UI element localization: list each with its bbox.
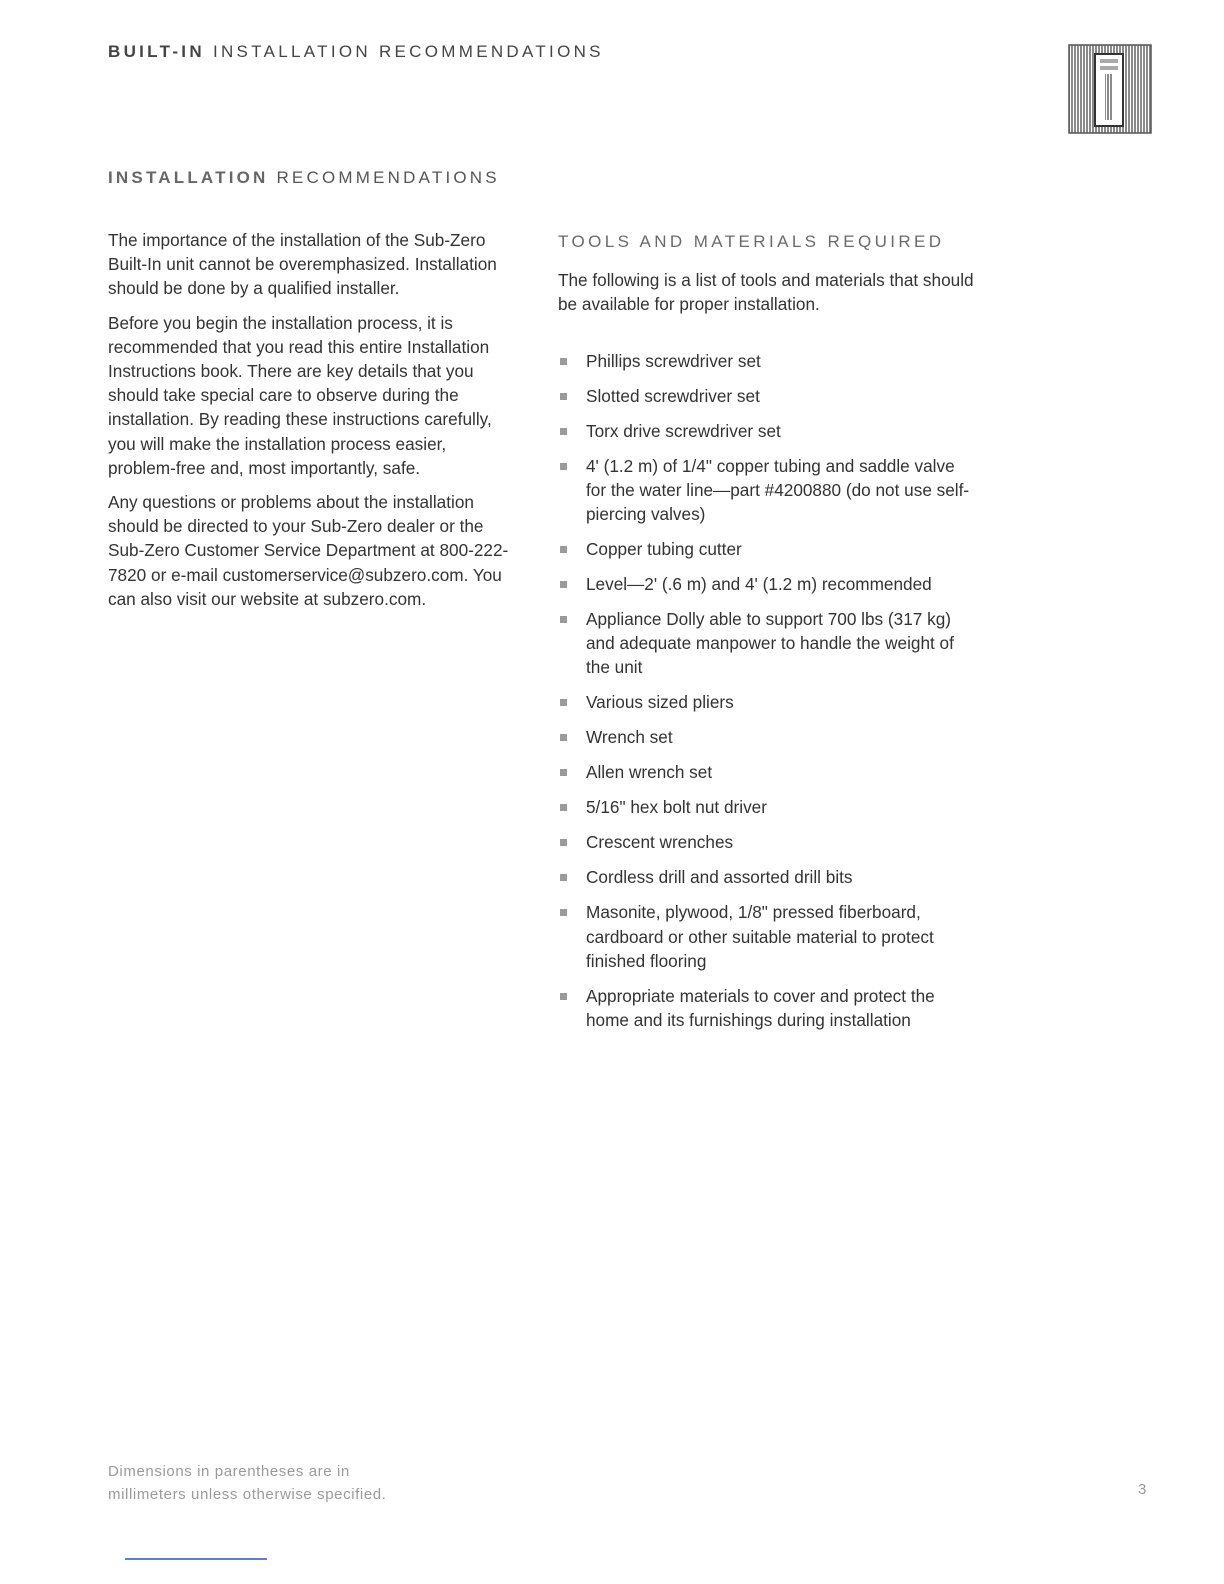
running-header: [108, 42, 604, 62]
tools-heading: TOOLS AND MATERIALS REQUIRED: [558, 232, 945, 251]
tools-intro: The following is a list of tools and materials that should be available for proper installation.: [558, 270, 974, 315]
dimensions-footnote: [108, 1460, 508, 1506]
list-item: Allen wrench set: [558, 760, 978, 784]
running-header-strong: BUILT-IN: [108, 42, 205, 61]
running-header-rest: INSTALLATION RECOMMENDATIONS: [204, 42, 604, 61]
list-item: Crescent wrenches: [558, 830, 978, 854]
list-item: Torx drive screwdriver set: [558, 419, 978, 443]
page-number: 3: [1138, 1481, 1147, 1498]
section-title-strong: INSTALLATION: [108, 168, 269, 187]
footnote-line-2: millimeters unless otherwise specified.: [108, 1486, 387, 1503]
intro-paragraph-importance: The importance of the installation of the Sub-Zero Built-In unit cannot be overemphasized. Installation should be done by a qualified installer.: [108, 230, 497, 299]
footnote-line-1: Dimensions in parentheses are in: [108, 1463, 350, 1480]
list-item: Various sized pliers: [558, 690, 978, 714]
section-title: [108, 168, 500, 188]
list-item: Cordless drill and assorted drill bits: [558, 865, 978, 889]
list-item: Appliance Dolly able to support 700 lbs (317 kg) and adequate manpower to handle the weight of the unit: [558, 607, 978, 680]
list-item: Appropriate materials to cover and protect the home and its furnishings during installation: [558, 984, 978, 1032]
list-item: Level—2' (.6 m) and 4' (1.2 m) recommended: [558, 572, 978, 596]
built-in-refrigerator-icon: [1068, 44, 1152, 134]
intro-paragraph-contact: Any questions or problems about the installation should be directed to your Sub-Zero dealer or the Sub-Zero Customer Service Department at 800-222-7820 or e-mail customerservice@subzero.com. You can also visit our website at subzero.com.: [108, 492, 509, 609]
list-item: Masonite, plywood, 1/8" pressed fiberboard, cardboard or other suitable material to protect finished flooring: [558, 900, 978, 973]
list-item: 4' (1.2 m) of 1/4" copper tubing and saddle valve for the water line—part #4200880 (do not use self-piercing valves): [558, 454, 978, 527]
right-column: [558, 230, 978, 1043]
footer-rule: [125, 1558, 267, 1560]
list-item: Slotted screwdriver set: [558, 384, 978, 408]
tools-list: [558, 349, 978, 1033]
intro-paragraph-read-instructions: Before you begin the installation process, it is recommended that you read this entire Installation Instructions book. There are key details that you should take special care to observe during the installation. By reading these instructions carefully, you will make the installation process easier, problem-free and, most importantly, safe.: [108, 312, 492, 478]
list-item: Wrench set: [558, 725, 978, 749]
list-item: Copper tubing cutter: [558, 537, 978, 561]
section-title-rest: RECOMMENDATIONS: [268, 168, 500, 187]
list-item: Phillips screwdriver set: [558, 349, 978, 373]
list-item: 5/16" hex bolt nut driver: [558, 795, 978, 819]
left-column: [108, 228, 518, 621]
